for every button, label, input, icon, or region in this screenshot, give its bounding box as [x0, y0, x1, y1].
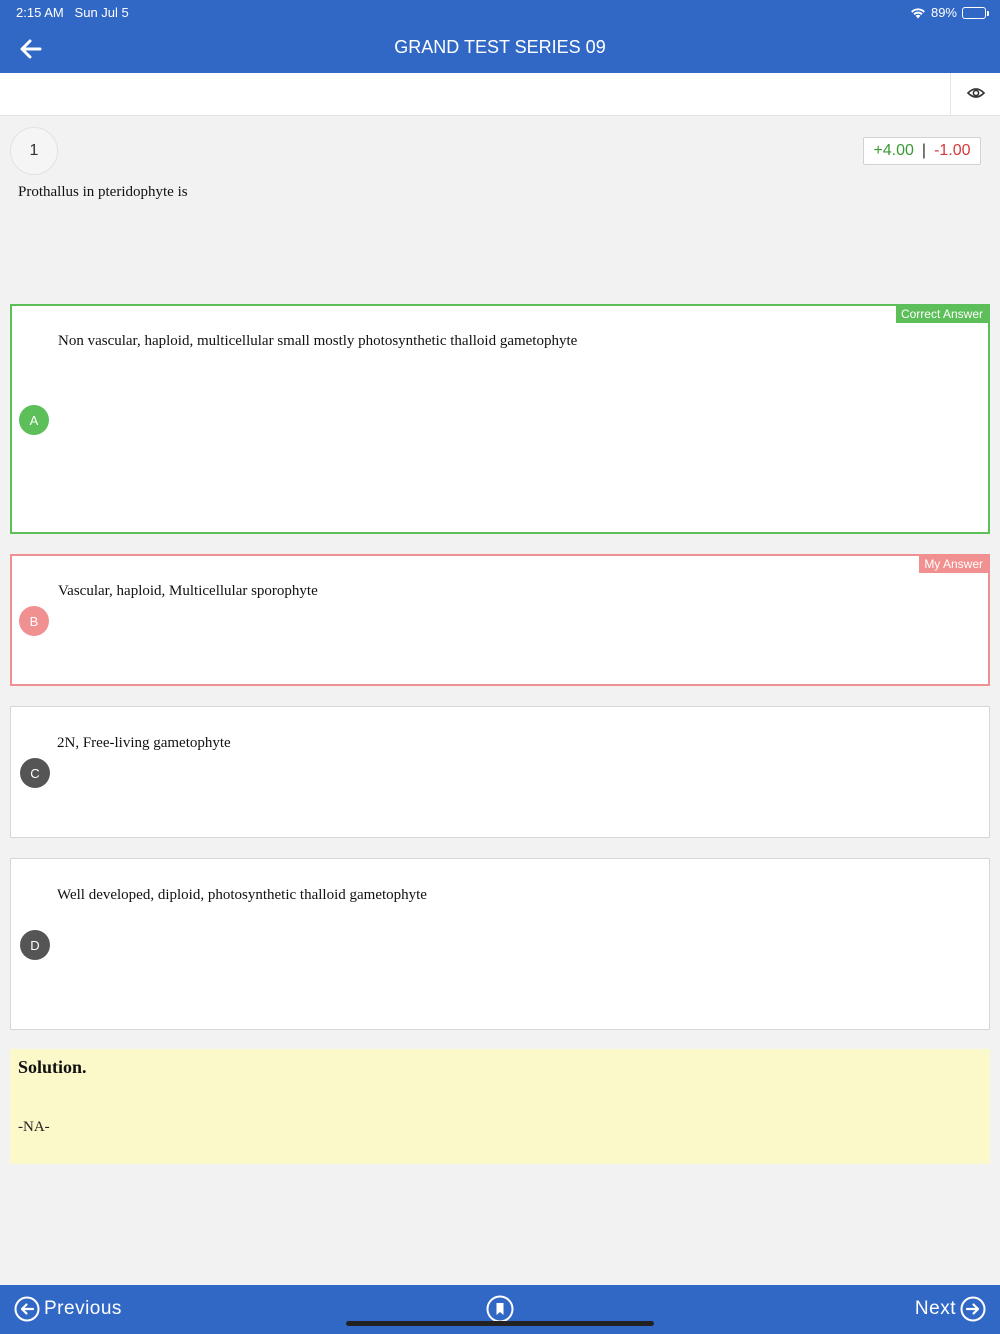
previous-button[interactable] — [14, 1296, 122, 1322]
home-indicator — [346, 1321, 654, 1326]
arrow-right-circle-icon — [960, 1296, 986, 1322]
option-letter-badge: B — [19, 606, 49, 636]
option-text: Vascular, haploid, Multicellular sporophyte — [58, 583, 318, 599]
solution-panel — [10, 1049, 990, 1164]
option-text: Well developed, diploid, photosynthetic thalloid gametophyte — [57, 887, 427, 903]
next-label: Next — [914, 1298, 956, 1319]
marks-negative: -1.00 — [934, 142, 971, 159]
page-title: GRAND TEST SERIES 09 — [394, 37, 606, 57]
option-d[interactable] — [10, 858, 990, 1030]
battery-percent: 89% — [930, 5, 957, 20]
bottom-navigation — [0, 1285, 1000, 1334]
option-letter-badge: A — [19, 405, 49, 435]
option-letter-badge: C — [20, 758, 50, 788]
status-time: 2:15 AM Sun Jul 5 — [16, 5, 129, 20]
option-a[interactable] — [10, 304, 990, 534]
wifi-icon — [910, 7, 926, 19]
previous-label: Previous — [44, 1298, 122, 1319]
marks-separator: | — [921, 142, 927, 159]
eye-icon[interactable] — [966, 83, 986, 103]
question-text: Prothallus in pteridophyte is — [18, 184, 188, 200]
correct-answer-tag: Correct Answer — [896, 306, 988, 323]
option-letter-badge: D — [20, 930, 50, 960]
marks-positive: +4.00 — [873, 142, 914, 159]
marks-badge — [863, 137, 981, 165]
status-bar — [0, 0, 1000, 24]
solution-heading: Solution. — [18, 1057, 87, 1077]
toolbar-divider — [950, 73, 951, 116]
arrow-left-circle-icon — [14, 1296, 40, 1322]
bookmark-icon[interactable] — [486, 1295, 514, 1323]
option-c[interactable] — [10, 706, 990, 838]
next-button[interactable] — [915, 1296, 986, 1322]
option-text: Non vascular, haploid, multicellular small mostly photosynthetic thalloid gametophyte — [58, 333, 578, 349]
option-b[interactable] — [10, 554, 990, 686]
battery-icon — [962, 7, 986, 19]
solution-body: -NA- — [18, 1119, 50, 1135]
toolbar — [0, 73, 1000, 116]
option-text: 2N, Free-living gametophyte — [57, 735, 231, 751]
status-right — [910, 5, 986, 20]
question-number: 1 — [10, 127, 58, 175]
my-answer-tag: My Answer — [919, 556, 988, 573]
header-bar — [0, 24, 1000, 73]
